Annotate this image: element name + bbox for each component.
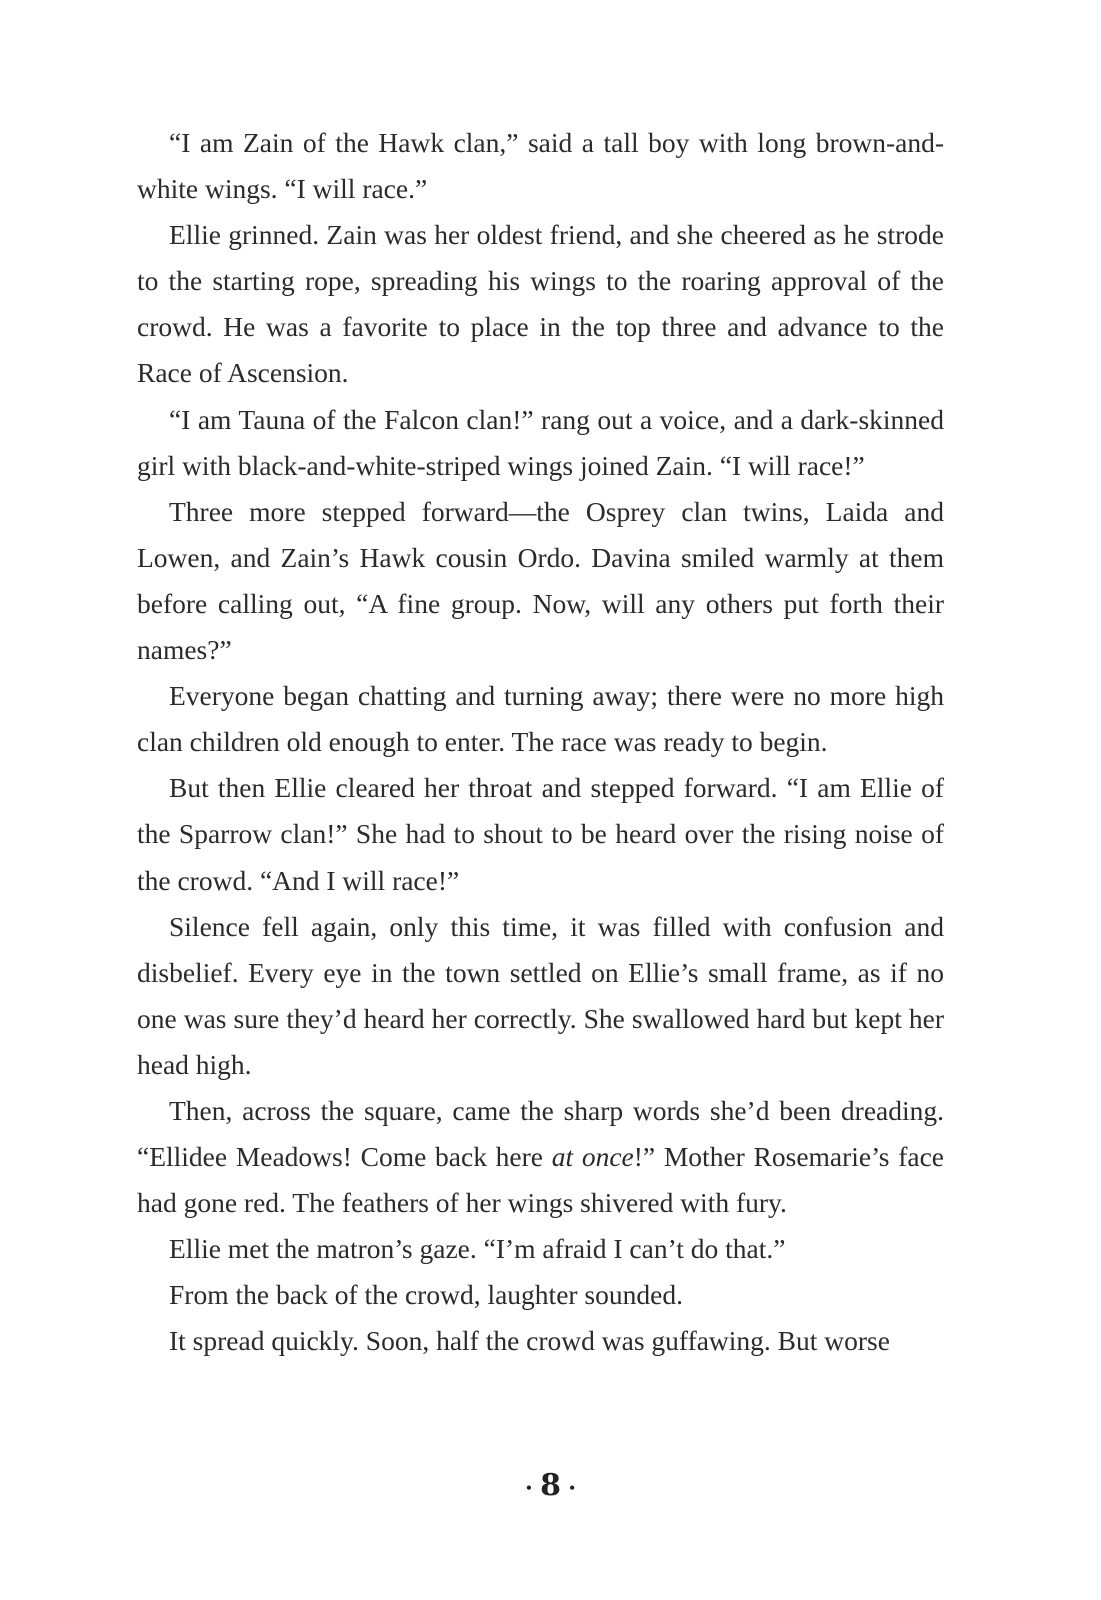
paragraph-8-before: Then, across the square, came the sharp words she’d been dreading. “Ellidee Meadows! Come back here	[137, 1094, 944, 1173]
paragraph-2: Ellie grinned. Zain was her oldest friend, and she cheered as he strode to the starting rope, spreading his wings to the roaring approval of the crowd. He was a favorite to place in the top three and advance to the Race of Ascension.	[137, 219, 944, 389]
page-number: 8	[540, 1468, 561, 1503]
paragraph-8	[137, 1088, 944, 1226]
paragraph-8-after: !” Mother Rosemarie’s face had gone red. The feathers of her wings shivered with fury.	[137, 1141, 944, 1219]
folio-right-ornament: •	[568, 1478, 576, 1499]
folio-left-ornament: •	[525, 1478, 533, 1499]
paragraph-5: Everyone began chatting and turning away; there were no more high clan children old enough to enter. The race was ready to begin.	[137, 680, 944, 758]
paragraph-6: But then Ellie cleared her throat and stepped forward. “I am Ellie of the Sparrow clan!” She had to shout to be heard over the rising noise of the crowd. “And I will race!”	[137, 772, 944, 896]
paragraph-1: “I am Zain of the Hawk clan,” said a tall boy with long brown-and-white wings. “I will race.”	[137, 127, 944, 205]
paragraph-4: Three more stepped forward—the Osprey clan twins, Laida and Lowen, and Zain’s Hawk cousin Ordo. Davina smiled warmly at them before calling out, “A fine group. Now, will any others put forth their names?”	[137, 495, 944, 666]
paragraph-11: It spread quickly. Soon, half the crowd was guffawing. But worse	[169, 1325, 890, 1357]
paragraph-10: From the back of the crowd, laughter sounded.	[169, 1279, 683, 1311]
paragraph-7: Silence fell again, only this time, it was filled with confusion and disbelief. Every eye in the town settled on Ellie’s small frame, as if no one was sure they’d heard her correctly. She swallowed hard but kept her head high.	[137, 910, 944, 1080]
page-folio	[0, 1466, 1101, 1508]
body-text	[137, 120, 944, 1365]
paragraph-8-emphasis: at once	[551, 1141, 634, 1173]
paragraph-3: “I am Tauna of the Falcon clan!” rang out a voice, and a dark-skinned girl with black-and-white-striped wings joined Zain. “I will race!”	[137, 403, 944, 481]
paragraph-9: Ellie met the matron’s gaze. “I’m afraid I can’t do that.”	[169, 1233, 786, 1265]
